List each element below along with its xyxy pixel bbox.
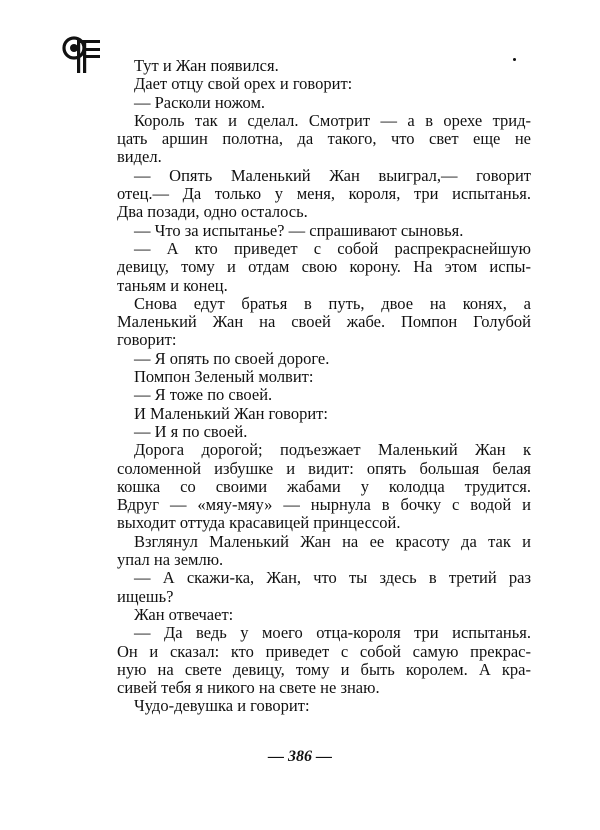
text-line: — А кто приведет с собой распрекраснейшую — [134, 238, 531, 258]
text-line: видел. — [117, 147, 162, 167]
page-text — [117, 57, 531, 716]
text-line: Жан отвечает: — [134, 604, 234, 624]
text-line: Взглянул Маленький Жан на ее красоту да так и — [134, 531, 531, 551]
text-line: Помпон Зеленый молвит: — [134, 367, 314, 387]
text-line: Вдруг — «мяу-мяу» — нырнула в бочку с водой и — [117, 495, 531, 515]
text-line: Король так и сделал. Смотрит — а в орехе трид- — [134, 110, 531, 130]
pilcrow-ornament-icon — [62, 36, 102, 76]
text-line: таньям и конец. — [117, 275, 228, 295]
text-line: — Что за испытанье? — спрашивают сыновья. — [134, 220, 464, 240]
text-line: — Опять Маленький Жан выиграл,— говорит — [134, 165, 531, 185]
text-line: Он и сказал: кто приведет с собой самую прекрас- — [117, 641, 531, 661]
text-line: Чудо-девушка и говорит: — [134, 696, 310, 716]
text-line: — А скажи-ка, Жан, что ты здесь в третий раз — [134, 568, 531, 588]
text-line: упал на землю. — [117, 550, 224, 570]
text-line: И Маленький Жан говорит: — [134, 403, 328, 423]
text-line: Тут и Жан появился. — [134, 56, 279, 75]
text-line: отец.— Да только у меня, короля, три испытанья. — [117, 184, 531, 204]
text-line: ную на свете девицу, тому и быть королем. А кра- — [117, 659, 531, 679]
text-line: — И я по своей. — [134, 421, 248, 441]
text-line: цать аршин полотна, да такого, что свет еще не — [117, 129, 531, 149]
text-line: выходит оттуда красавицей принцессой. — [117, 513, 401, 533]
text-line: ищешь? — [117, 586, 174, 606]
text-line: — Я опять по своей дороге. — [134, 348, 330, 368]
text-line: сивей тебя я никого на свете не знаю. — [117, 678, 380, 698]
text-line: соломенной избушке и видит: опять большая белая — [117, 458, 531, 478]
text-line: — Я тоже по своей. — [134, 385, 273, 405]
text-line: — Да ведь у моего отца-короля три испытанья. — [134, 623, 531, 643]
text-line: Дорога дорогой; подъезжает Маленький Жан к — [134, 440, 531, 460]
page-number: — 386 — — [268, 748, 332, 765]
text-line: Снова едут братья в путь, двое на конях, а — [134, 293, 531, 313]
text-line: девицу, тому и отдам свою корону. На этом испы- — [117, 257, 531, 277]
text-line: Два позади, одно осталось. — [117, 202, 308, 222]
text-line: Дает отцу свой орех и говорит: — [134, 74, 353, 94]
text-line: — Расколи ножом. — [134, 92, 266, 112]
text-line: Маленький Жан на своей жабе. Помпон Голубой — [117, 312, 531, 332]
text-line: говорит: — [117, 330, 177, 350]
text-line: кошка со своими жабами у колодца трудится. — [117, 476, 531, 496]
